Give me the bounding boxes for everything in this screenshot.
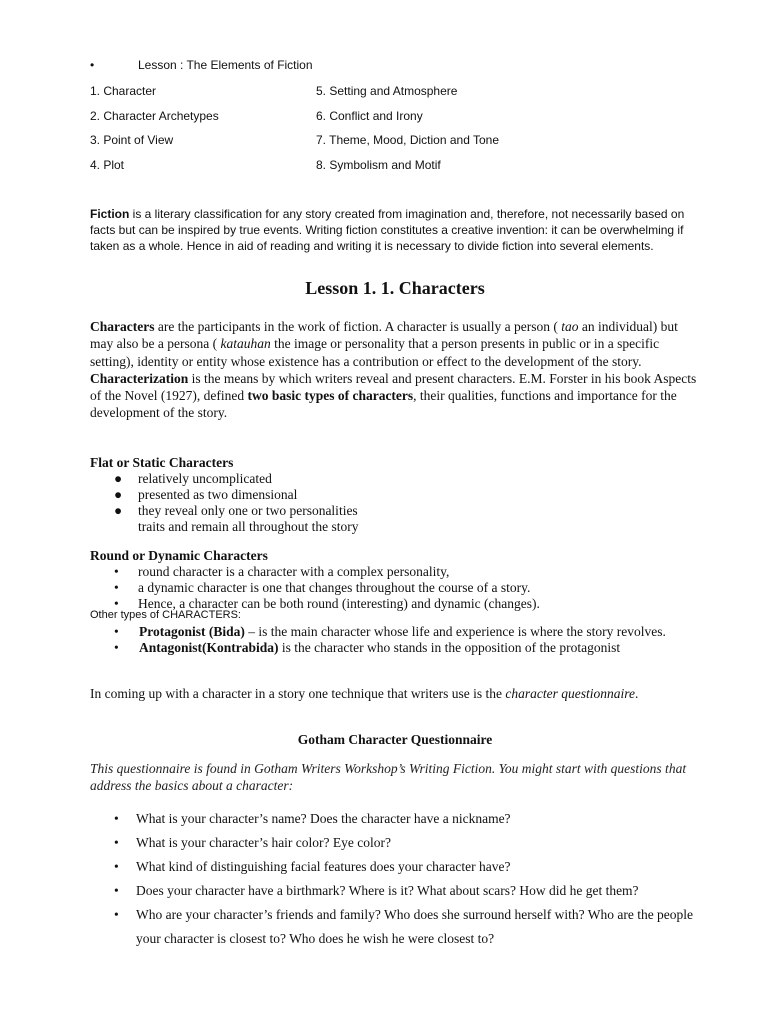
list-item	[114, 624, 714, 640]
bullet: ●	[114, 471, 123, 486]
list-item	[114, 580, 540, 596]
protagonist-text: – is the main character whose life and experience is where the story revolves.	[248, 624, 666, 639]
toc-item: 4. Plot	[90, 157, 125, 172]
list-item-text: presented as two dimensional	[138, 487, 298, 502]
characters-text: the image or personality that a person presents in public or in a specific setting), identity or entity whose existence has a contribution or effect to the development of the story.	[90, 336, 660, 369]
list-item-text: Hence, a character can be both round (interesting) and dynamic (changes).	[138, 596, 540, 611]
characters-text: an individual) but may also be a persona (	[90, 319, 678, 352]
list-item-text: round character is a character with a complex personality,	[138, 564, 450, 579]
bullet: •	[114, 907, 119, 922]
characterization-paragraph	[90, 370, 700, 422]
lesson-header-text: Lesson : The Elements of Fiction	[138, 58, 313, 72]
question-text: What is your character’s hair color? Eye color?	[136, 835, 392, 850]
other-types-label: Other types of CHARACTERS:	[90, 609, 241, 621]
technique-text: In coming up with a character in a story one technique that writers use is the	[90, 686, 506, 701]
bullet: •	[114, 811, 119, 826]
question-item	[114, 879, 714, 903]
bullet: •	[114, 640, 119, 655]
questionnaire-title: Gotham Character Questionnaire	[297, 732, 493, 747]
fiction-intro-paragraph	[90, 206, 710, 254]
list-item-text: they reveal only one or two personalities	[138, 503, 358, 518]
question-item	[114, 903, 714, 951]
toc-item: 7. Theme, Mood, Diction and Tone	[316, 133, 499, 148]
flat-list	[114, 471, 358, 535]
toc-item: 3. Point of View	[90, 133, 174, 148]
list-item-text: relatively uncomplicated	[138, 471, 272, 486]
tao-term: tao	[561, 319, 579, 334]
question-text: Who are your character’s friends and family? Who does she surround herself with? Who are the people your character is closest to? Who does he wish he were closest to?	[136, 907, 694, 946]
antagonist-text: is the character who stands in the opposition of the protagonist	[278, 640, 621, 655]
round-heading: Round or Dynamic Characters	[90, 548, 268, 563]
toc-item: 1. Character	[90, 84, 157, 98]
bullet: •	[114, 564, 119, 579]
protagonist-label: Protagonist (Bida)	[139, 624, 249, 639]
question-text: What is your character’s name? Does the character have a nickname?	[136, 811, 511, 826]
question-text: Does your character have a birthmark? Where is it? What about scars? How did he get them?	[136, 883, 639, 898]
list-item-continuation: traits and remain all throughout the story	[138, 519, 359, 534]
question-item	[114, 807, 714, 831]
characters-text: are the participants in the work of fiction. A character is usually a person (	[154, 319, 562, 334]
bullet: ●	[114, 503, 123, 518]
bullet: •	[114, 883, 119, 898]
technique-end: .	[634, 686, 639, 701]
question-item	[114, 831, 714, 855]
bullet: •	[114, 835, 119, 850]
toc-item: 5. Setting and Atmosphere	[316, 84, 458, 98]
questions-list	[114, 807, 714, 951]
bullet: •	[114, 596, 119, 611]
lesson-title: Lesson 1. 1. Characters	[305, 278, 485, 298]
characterization-term: Characterization	[90, 370, 189, 386]
round-list	[114, 564, 540, 612]
question-text: What kind of distinguishing facial features does your character have?	[136, 859, 511, 874]
toc-right-column	[316, 83, 499, 181]
list-item-text: a dynamic character is one that changes throughout the course of a story.	[138, 580, 531, 595]
fiction-definition: is a literary classification for any story created from imagination and, therefore, not necessarily based on facts but can be inspired by true events. Writing fiction constitutes a creative invention: it can be overwhelming if taken as a whole. Hence in aid of reading and writing it is necessary to divide fiction into several elements.	[90, 207, 685, 253]
toc-left-column	[90, 83, 219, 181]
bullet: •	[114, 624, 119, 639]
lesson-header	[90, 58, 313, 72]
list-item	[114, 487, 358, 503]
characterization-text: , their qualities, functions and importance for the development of the story.	[90, 388, 677, 421]
other-types-list	[114, 624, 714, 656]
two-types-phrase: two basic types of characters	[247, 388, 414, 404]
toc-item: 2. Character Archetypes	[90, 108, 219, 123]
characters-term: Characters	[90, 319, 155, 334]
fiction-term: Fiction	[90, 207, 130, 221]
bullet: •	[114, 859, 119, 874]
bullet: •	[90, 58, 95, 72]
katauhan-term: katauhan	[220, 336, 271, 352]
characterization-text: is the means by which writers reveal and present characters. E.M. Forster in his book Aspects of the Novel (1927), defined	[90, 370, 697, 404]
flat-heading: Flat or Static Characters	[90, 455, 234, 470]
characters-paragraph	[90, 318, 700, 422]
list-item	[114, 503, 358, 519]
list-item	[114, 640, 714, 656]
list-item	[114, 471, 358, 487]
technique-paragraph	[90, 685, 690, 702]
question-item	[114, 855, 714, 879]
toc-item: 6. Conflict and Irony	[316, 108, 423, 123]
list-item	[114, 564, 540, 580]
bullet: ●	[114, 487, 123, 502]
toc-item: 8. Symbolism and Motif	[316, 157, 441, 172]
character-questionnaire-term: character questionnaire	[505, 686, 635, 701]
questionnaire-intro: This questionnaire is found in Gotham Writers Workshop’s Writing Fiction. You might start with questions that address the basics about a character:	[90, 761, 687, 793]
antagonist-label: Antagonist(Kontrabida)	[139, 640, 279, 655]
bullet: •	[114, 580, 119, 595]
